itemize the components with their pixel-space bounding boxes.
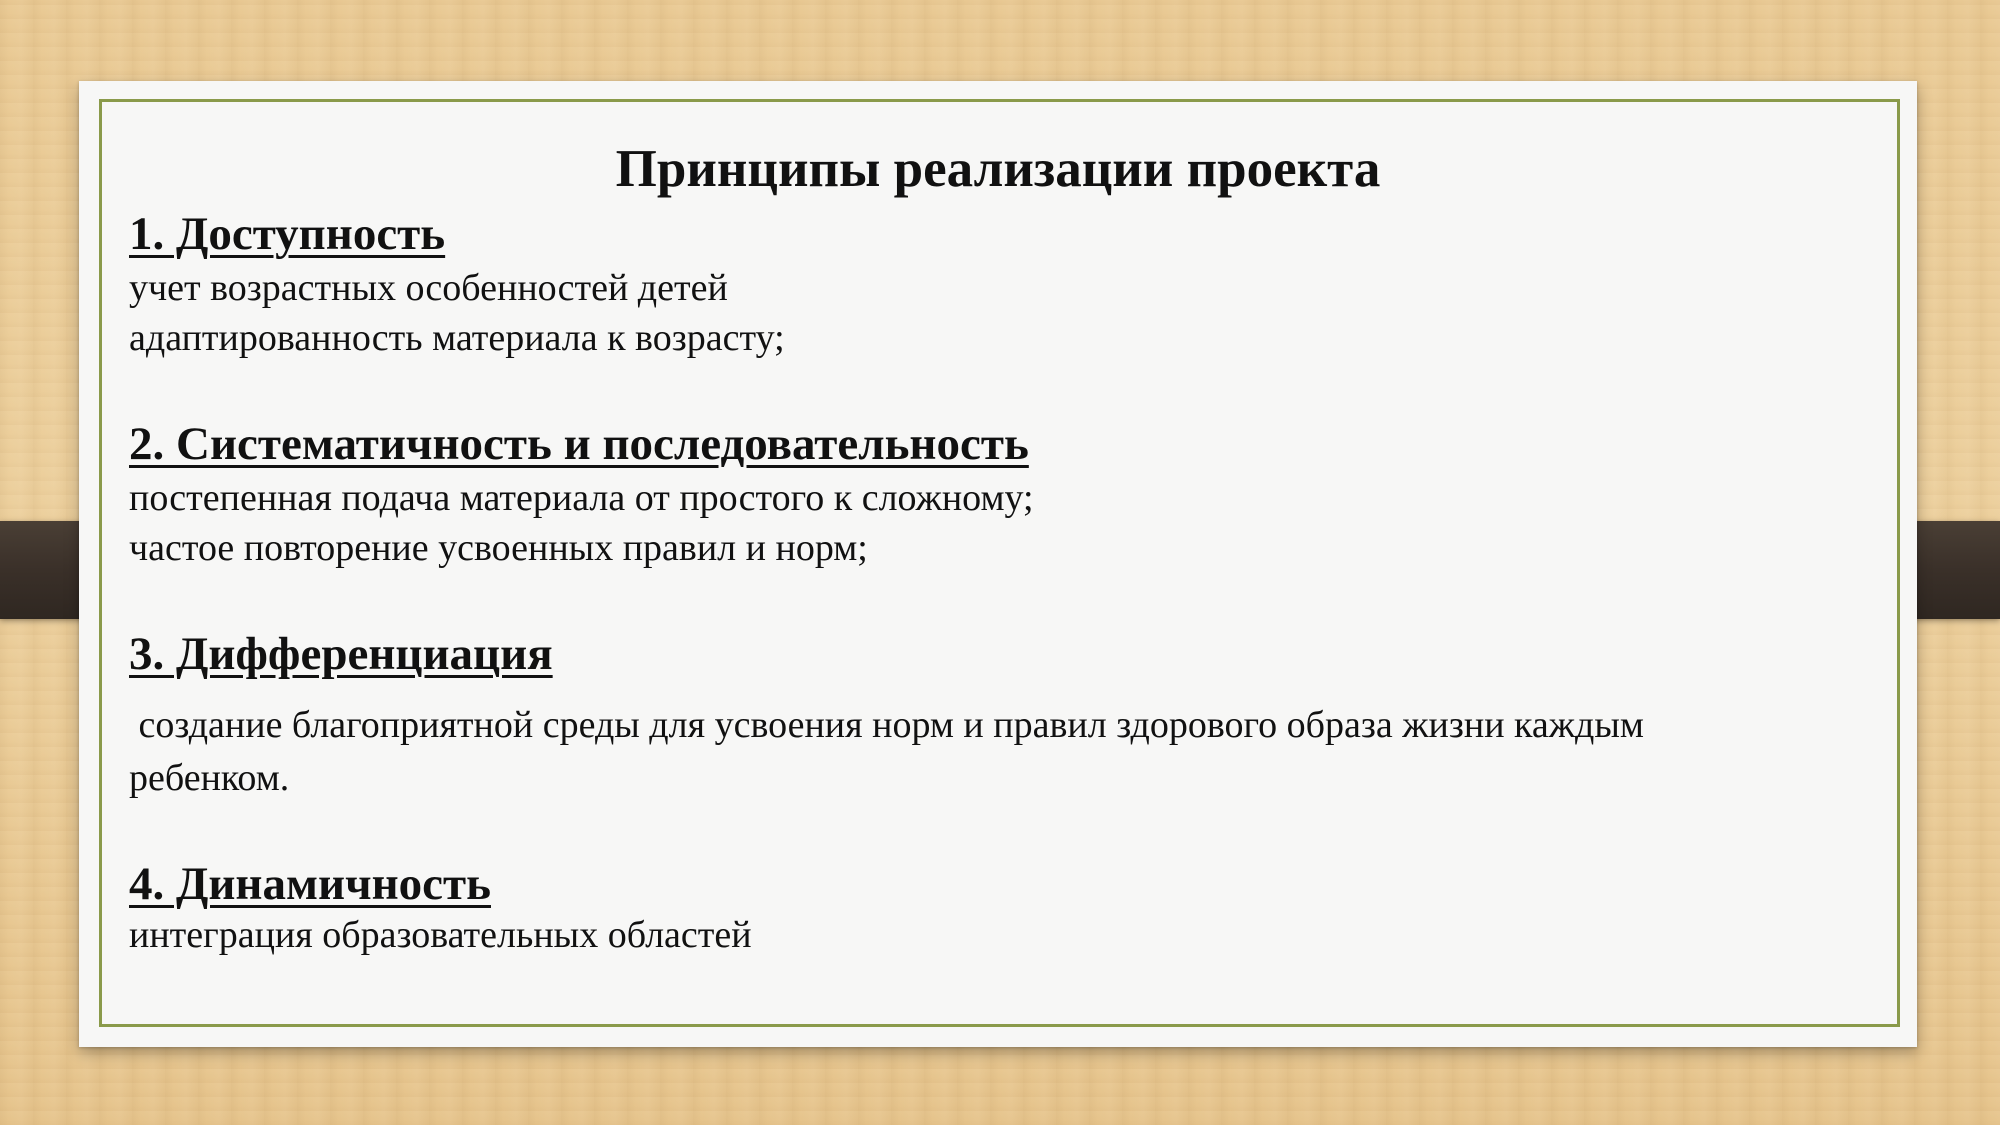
slide-paper	[79, 81, 1917, 1047]
section-line: учет возрастных особенностей детей	[129, 267, 728, 309]
section-line: адаптированность материала к возрасту;	[129, 317, 785, 359]
section-line: частое повторение усвоенных правил и норм;	[129, 527, 868, 569]
section-line: постепенная подача материала от простого к сложному;	[129, 477, 1034, 519]
slide-title: Принципы реализации проекта	[615, 140, 1381, 198]
section-heading-accessibility: 1. Доступность	[129, 208, 446, 260]
section-heading-dynamism: 4. Динамичность	[129, 858, 491, 910]
section-line: интеграция образовательных областей	[129, 914, 752, 956]
section-line: создание благоприятной среды для усвоения норм и правил здорового образа жизни каждым	[129, 704, 1644, 746]
section-line: ребенком.	[129, 757, 290, 799]
section-heading-systematicity: 2. Систематичность и последовательность	[129, 418, 1029, 470]
section-heading-differentiation: 3. Дифференциация	[129, 628, 553, 680]
